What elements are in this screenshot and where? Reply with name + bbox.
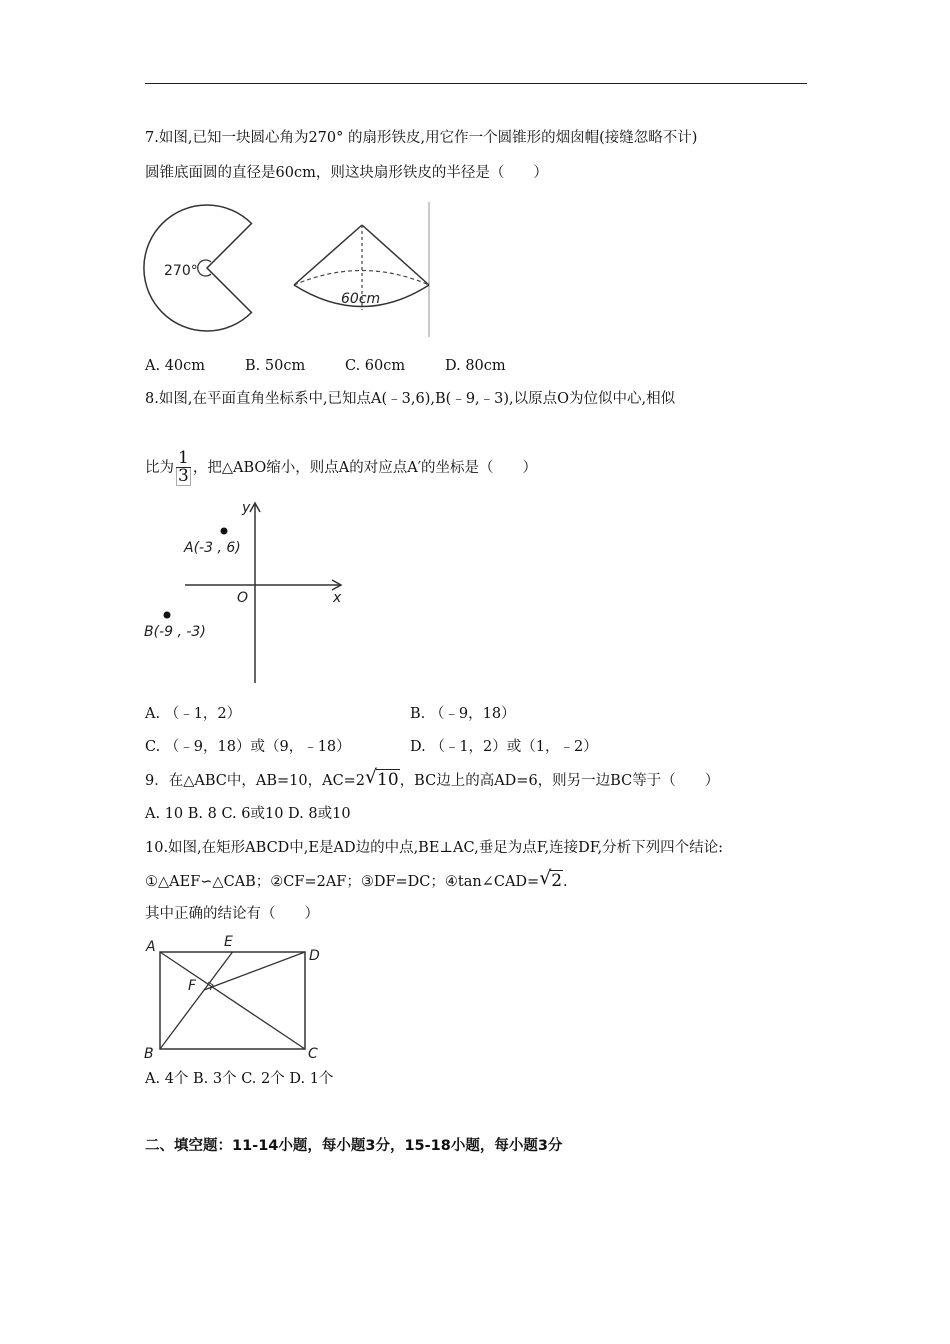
sqrt-10 xyxy=(365,766,400,792)
q7-option-a: A. 40cm xyxy=(145,358,206,374)
q10-line2 xyxy=(145,867,568,893)
angle-arc xyxy=(198,260,211,276)
q8-line2-pre: 比为 xyxy=(145,460,174,476)
q10-line3: 其中正确的结论有（ ） xyxy=(145,906,319,922)
q8-option-c: C. （﹣9，18）或（9，﹣18） xyxy=(145,739,351,755)
segment-be xyxy=(160,952,233,1049)
sqrt-radicand: 2 xyxy=(551,871,563,891)
q8-option-b: B. （﹣9，18） xyxy=(410,706,516,722)
label-e: E xyxy=(224,934,233,950)
x-axis-label: x xyxy=(333,590,342,606)
angle-label: 270° xyxy=(164,263,198,279)
label-f: F xyxy=(188,978,197,994)
q10-options: A. 4个 B. 3个 C. 2个 D. 1个 xyxy=(145,1071,334,1087)
point-a-label: A(-3 , 6) xyxy=(184,540,241,556)
q7-option-b: B. 50cm xyxy=(245,358,306,374)
diagonal-ac xyxy=(160,952,305,1049)
section-heading: 二、填空题：11-14小题，每小题3分，15-18小题，每小题3分 xyxy=(145,1138,563,1154)
sqrt-symbol: √ xyxy=(365,766,378,788)
q9-line-pre: 9．在△ABC中，AB=10，AC=2 xyxy=(145,773,366,789)
point-a xyxy=(221,528,228,535)
q9-line-post: ，BC边上的高AD=6，则另一边BC等于（ ） xyxy=(399,773,720,789)
origin-label: O xyxy=(237,590,249,606)
q8-coordinate-figure xyxy=(140,498,350,688)
sqrt-symbol: √ xyxy=(539,867,552,889)
label-d: D xyxy=(309,948,320,964)
q10-line2-pre: ①△AEF∽△CAB；②CF=2AF；③DF=DC；④tan∠CAD= xyxy=(145,874,540,890)
q9-options: A. 10 B. 8 C. 6或10 D. 8或10 xyxy=(145,806,351,822)
q8-option-a: A. （﹣1，2） xyxy=(145,706,242,722)
q7-figure xyxy=(140,200,435,340)
cone-left-edge xyxy=(294,225,362,285)
label-c: C xyxy=(308,1046,318,1062)
label-a: A xyxy=(146,939,156,955)
q9-line xyxy=(145,766,720,792)
cone-right-edge xyxy=(362,225,429,285)
fraction-numerator: 1 xyxy=(178,448,189,468)
sqrt-2 xyxy=(539,867,563,893)
q8-line1: 8.如图,在平面直角坐标系中,已知点A(﹣3,6),B(﹣9,﹣3),以原点O为位似中心,相似 xyxy=(145,391,676,407)
q10-rectangle-figure xyxy=(140,930,330,1065)
q10-line1: 10.如图,在矩形ABCD中,E是AD边的中点,BE⊥AC,垂足为点F,连接DF,分析下列四个结论: xyxy=(145,840,724,856)
label-b: B xyxy=(144,1046,154,1062)
sqrt-radicand: 10 xyxy=(377,770,399,790)
q10-line2-post: . xyxy=(563,874,568,890)
point-b-label: B(-9 , -3) xyxy=(144,624,206,640)
y-axis-label: y xyxy=(242,500,251,516)
segment-df xyxy=(204,952,305,990)
header-rule xyxy=(145,83,807,84)
q8-line2-post: ，把△ABO缩小，则点A的对应点A′的坐标是（ ） xyxy=(192,460,537,476)
point-b xyxy=(164,612,171,619)
q7-option-d: D. 80cm xyxy=(445,358,506,374)
q7-option-c: C. 60cm xyxy=(345,358,406,374)
fraction-denominator: 3 xyxy=(178,466,189,486)
cone-base-back xyxy=(294,271,429,286)
q8-line2 xyxy=(145,450,537,486)
diameter-label: 60cm xyxy=(341,291,381,307)
q7-line1: 7.如图,已知一块圆心角为270° 的扇形铁皮,用它作一个圆锥形的烟囱帽(接缝忽略不计) xyxy=(145,130,698,146)
q7-line2: 圆锥底面圆的直径是60cm，则这块扇形铁皮的半径是（ ） xyxy=(145,165,548,181)
scale-fraction xyxy=(176,450,191,486)
q8-option-d: D. （﹣1，2）或（1，﹣2） xyxy=(410,739,598,755)
